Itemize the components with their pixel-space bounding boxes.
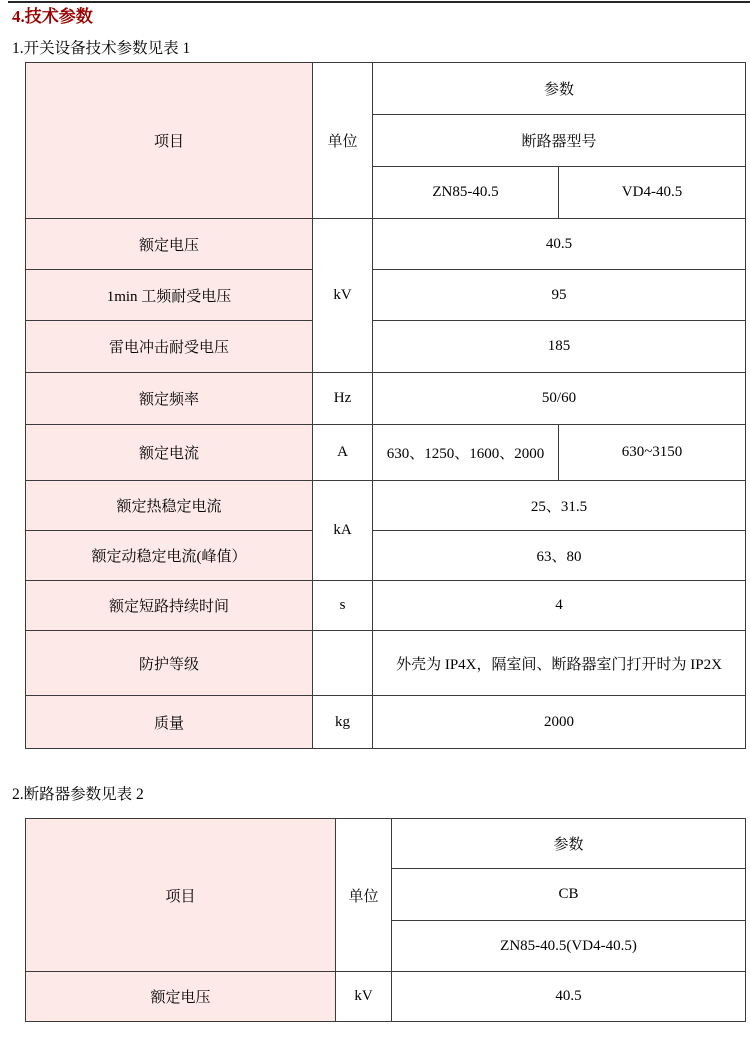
table-row (26, 63, 746, 115)
cell-value: 25、31.5 (373, 481, 746, 531)
cell-value: 40.5 (392, 972, 746, 1022)
cell-model-vd4: VD4-40.5 (559, 167, 746, 219)
cell-unit-header: 单位 (336, 819, 392, 972)
table-row (26, 425, 746, 481)
page-top-rule (8, 1, 750, 3)
cell-value: 外壳为 IP4X，隔室间、断路器室门打开时为 IP2X (373, 631, 746, 696)
table1-caption: 1.开关设备技术参数见表 1 (12, 40, 191, 57)
cell-item: 质量 (26, 696, 313, 749)
cell-value: 63、80 (373, 531, 746, 581)
cell-value: 185 (373, 321, 746, 373)
cell-unit (313, 631, 373, 696)
cell-value: 95 (373, 270, 746, 321)
table-row (26, 321, 746, 373)
cell-unit: kA (313, 481, 373, 581)
table2-caption: 2.断路器参数见表 2 (12, 786, 144, 803)
cell-value-zn85: 630、1250、1600、2000 (373, 425, 559, 481)
cell-param-header: 参数 (392, 819, 746, 869)
cell-item: 额定动稳定电流(峰值） (26, 531, 313, 581)
table-row (26, 531, 746, 581)
cell-unit: kV (313, 219, 373, 373)
cell-unit: Hz (313, 373, 373, 425)
cell-item-header: 项目 (26, 63, 313, 219)
cell-model-zn85: ZN85-40.5 (373, 167, 559, 219)
cell-item: 雷电冲击耐受电压 (26, 321, 313, 373)
cell-unit: kg (313, 696, 373, 749)
cell-item: 额定热稳定电流 (26, 481, 313, 531)
cell-item: 额定电压 (26, 219, 313, 270)
section-heading: 4.技术参数 (12, 7, 93, 26)
cell-value-vd4: 630~3150 (559, 425, 746, 481)
cell-item: 额定电流 (26, 425, 313, 481)
table-row (26, 581, 746, 631)
cell-unit: s (313, 581, 373, 631)
cell-item: 防护等级 (26, 631, 313, 696)
table-row (26, 696, 746, 749)
cell-value: 4 (373, 581, 746, 631)
breaker-params-table (25, 818, 746, 1022)
cell-model-header: ZN85-40.5(VD4-40.5) (392, 921, 746, 972)
cell-item: 额定电压 (26, 972, 336, 1022)
cell-item-header: 项目 (26, 819, 336, 972)
cell-param-header: 参数 (373, 63, 746, 115)
cell-unit: kV (336, 972, 392, 1022)
table-row (26, 972, 746, 1022)
table-row (26, 631, 746, 696)
cell-unit-header: 单位 (313, 63, 373, 219)
cell-breaker-model-header: 断路器型号 (373, 115, 746, 167)
cell-unit: A (313, 425, 373, 481)
table-row (26, 819, 746, 869)
table-row (26, 219, 746, 270)
table-row (26, 270, 746, 321)
table-row (26, 481, 746, 531)
cell-value: 50/60 (373, 373, 746, 425)
cell-item: 额定频率 (26, 373, 313, 425)
table-row (26, 373, 746, 425)
cell-item: 额定短路持续时间 (26, 581, 313, 631)
cell-item: 1min 工频耐受电压 (26, 270, 313, 321)
cell-value: 2000 (373, 696, 746, 749)
cell-cb-header: CB (392, 869, 746, 921)
cell-value: 40.5 (373, 219, 746, 270)
switchgear-params-table (25, 62, 746, 749)
